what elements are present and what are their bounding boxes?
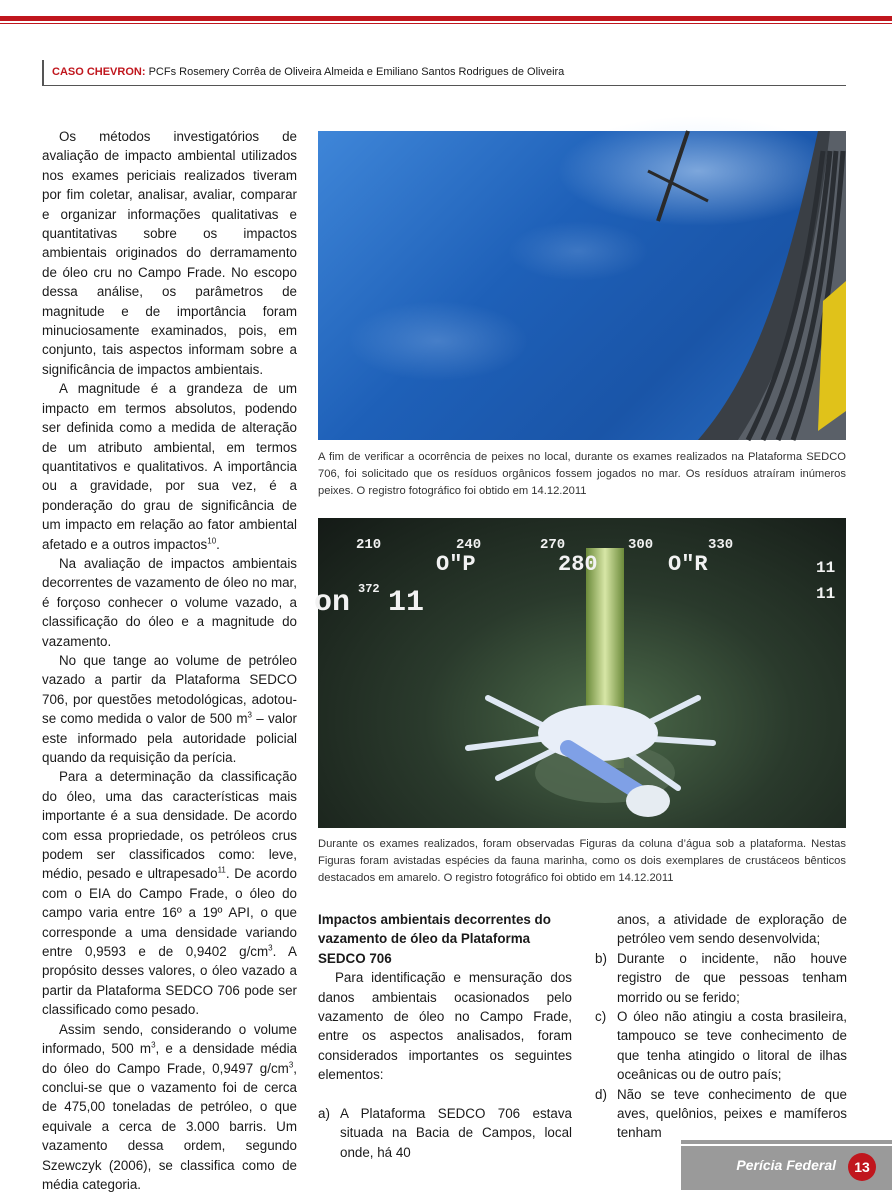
- top-rule: [0, 16, 892, 21]
- case-label: CASO CHEVRON:: [52, 66, 146, 78]
- list-item: c) O óleo não atingiu a costa brasileira, tampouco se teve conhecimento de que tenha atingido o litoral de ilhas oceânicas ou de outro país;: [595, 1009, 847, 1083]
- hud-op: O"P: [436, 552, 476, 577]
- list-item: b) Durante o incidente, não houve registro de que pessoas tenham morrido ou se ferido;: [595, 950, 847, 1005]
- hud-11-b: 11: [816, 585, 836, 603]
- paragraph: No que tange ao volume de petróleo vazado a partir da Plataforma SEDCO 706, por questões metodológicas, adotou-se como medida o valor de 500 $m^3$ – valor este informado pela autoridade policial quando da requisição da perícia.: [42, 652, 297, 765]
- underwater-photo-art: [314, 518, 846, 828]
- section-heading: Impactos ambientais decorrentes do vazamento de óleo da Plataforma SEDCO 706: [318, 912, 551, 966]
- hud-heading-330: 330: [708, 537, 734, 553]
- paragraph: Os métodos investigatórios de avaliação de impacto ambiental utilizados nos exames periciais realizados tiveram por fim coletar, analisar, avaliar, comparar e organizar informações qualitativas e quantitativas sobre os impactos ambientais originados do derramamento de óleo cru no Campo Frade. No escopo dessa análise, os parâmetros de magnitude e de importância foram minuciosamente examinados, pois, em conjunto, tais aspectos informam sobre a significância de impactos ambientais.: [42, 129, 297, 377]
- hud-heading-270: 270: [540, 537, 566, 553]
- ocean-photo-art: [318, 131, 846, 440]
- hud-heading-210: 210: [356, 537, 382, 553]
- hud-heading-240: 240: [456, 537, 482, 553]
- running-header: [42, 60, 846, 86]
- hud-280: 280: [558, 552, 598, 577]
- photo-caption: Durante os exames realizados, foram observadas Figuras da coluna d’água sob a plataforma. Nestas Figuras foram avistadas espécies da fauna marinha, como os dois exemplares de crustáceos bênticos destacados em amarelo. O registro fotográfico foi obtido em 14.12.2011: [318, 838, 846, 884]
- paragraph: Para identificação e mensuração dos danos ambientais ocasionados pelo vazamento de óleo no Campo Frade, entre os aspectos analisados, foram considerados importantes os seguintes elementos:: [318, 970, 572, 1083]
- page-number: 13: [848, 1153, 876, 1181]
- footnote-ref: 10: [207, 536, 217, 546]
- column-left: [42, 127, 297, 1194]
- list-item: a) A Plataforma SEDCO 706 estava situada na Bacia de Campos, local onde, há 40: [318, 1106, 572, 1160]
- column-right: [595, 910, 847, 1143]
- hud-heading-300: 300: [628, 537, 654, 553]
- hud-11-a: 11: [816, 559, 836, 577]
- elements-list-cont: [595, 910, 847, 1143]
- list-item: anos, a atividade de exploração de petróleo vem sendo desenvolvida;: [617, 912, 847, 947]
- top-rule-thin: [0, 23, 892, 24]
- paragraph: Na avaliação de impactos ambientais decorrentes de vazamento de óleo no mar, é forçoso conhecer o volume vazado, a classificação do óleo e a magnitude do vazamento.: [42, 555, 297, 649]
- list-item: d) Não se teve conhecimento de que aves, quelônios, peixes e mamíferos tenham: [595, 1086, 847, 1141]
- hud-372: 372: [358, 582, 380, 596]
- hud-on: on: [314, 586, 351, 620]
- underwater-photo: [314, 518, 846, 828]
- footer-rule: [681, 1140, 892, 1144]
- authors: PCFs Rosemery Corrêa de Oliveira Almeida e Emiliano Santos Rodrigues de Oliveira: [145, 66, 565, 78]
- footer: [681, 1146, 892, 1190]
- footnote-ref: 11: [217, 865, 226, 875]
- paragraph: Assim sendo, considerando o volume informado, 500 $m^3$, e a densidade média do óleo do Campo Frade, 0,9497 $g/cm^3$, conclui-se que o vazamento foi de cerca de 475,00 toneladas de petróleo, o que equivale a cerca de 3.000 barris. Um vazamento dessa ordem, segundo Szewczyk (2006), se classifica como de média categoria.: [42, 1021, 297, 1192]
- photo-caption: A fim de verificar a ocorrência de peixes no local, durante os exames realizados na Plataforma SEDCO 706, foi solicitado que os resíduos orgânicos fossem jogados no mar. Os resíduos atraíram inúmeros peixes. O registro fotográfico foi obtido em 14.12.2011: [318, 451, 846, 497]
- hud-11: 11: [388, 586, 425, 620]
- hud-or: O"R: [668, 552, 708, 577]
- ocean-photo: [318, 131, 846, 440]
- magazine-title: Perícia Federal: [736, 1157, 836, 1173]
- column-middle: [318, 910, 572, 1162]
- paragraph: A magnitude é a grandeza de um impacto em termos absolutos, podendo ser definida como a medida de alteração de um atributo ambiental, em termos quantitativos e qualitativos. A importância ou a gravidade, por sua vez, é a ponderação do grau de significância de um impacto em relação ao fator ambiental afetado e a outros impactos$^{10}$.: [42, 381, 297, 552]
- paragraph: Para a determinação da classificação do óleo, uma das características mais importante é a sua densidade. De acordo com essa propriedade, os petróleos crus podem ser classificados como: leve, médio, pesado e ultrapesado$^{11}$. De acordo com o EIA do Campo Frade, o óleo do campo varia entre 16º a 19º API, o que corresponde a uma densidade variando entre 0,9593 e de 0,9402 $g/cm^3$. A propósito desses valores, o óleo vazado a partir da Plataforma SEDCO 706 pode ser classificado como pesado.: [42, 769, 297, 1018]
- elements-list: [318, 1104, 572, 1162]
